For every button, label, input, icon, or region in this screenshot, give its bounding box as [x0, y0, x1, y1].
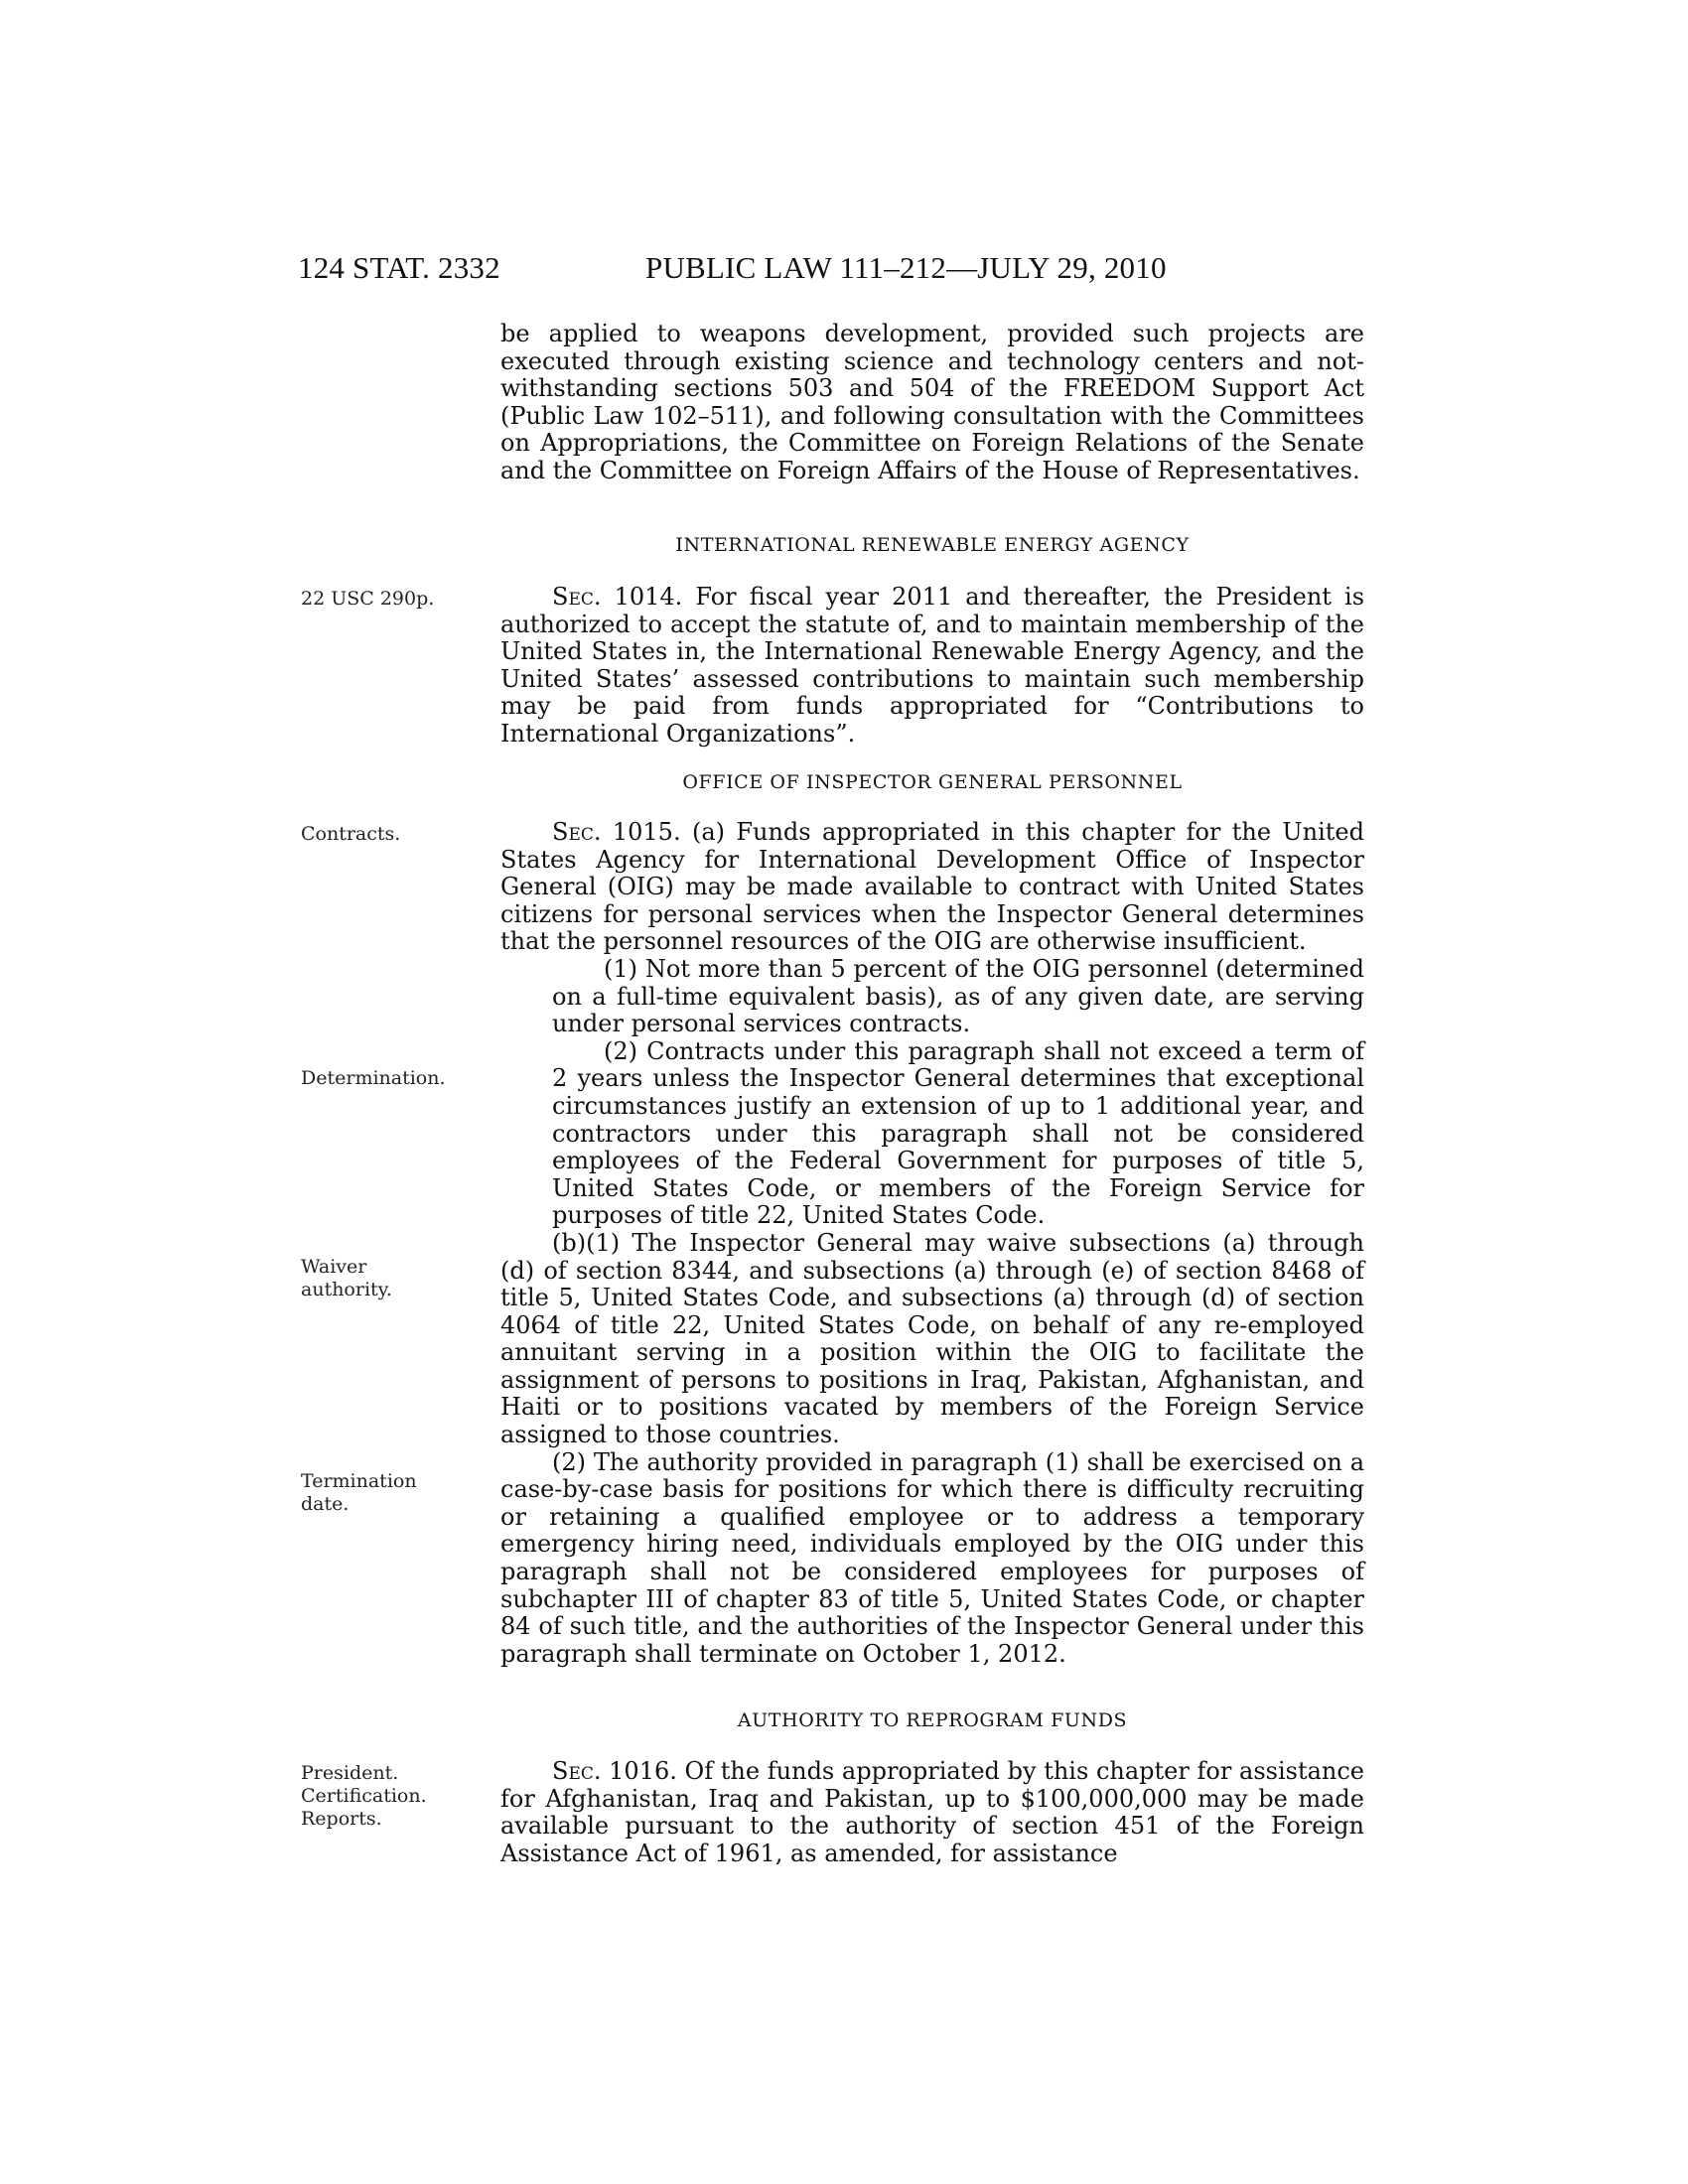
sec-1014-block: [500, 584, 1364, 749]
margin-note-determination: Determination.: [301, 1067, 446, 1089]
public-law-title: PUBLIC LAW 111–212—JULY 29, 2010: [645, 250, 1167, 285]
section-heading-renewable-energy: INTERNATIONAL RENEWABLE ENERGY AGENCY: [675, 534, 1190, 556]
note-reports: Reports.: [301, 1808, 382, 1830]
sec-label: Sec: [552, 818, 594, 846]
sec-1015-a1: (1) Not more than 5 percent of the OIG personnel (determined on a full-time equivalent basis), as of any given date, are serving under personal services contracts.: [552, 954, 1364, 1038]
sec-1015-b1: (b)(1) The Inspector General may waive subsections (a) through (d) of section 8344, and subsections (a) through (e) of section 8468 of title 5, United States Code, and subsections (a) through (d) of section 4064 of title 22, United States Code, on behalf of any re-employed annuitant serving in a position within the OIG to facilitate the assignment of persons to positions in Iraq, Pakistan, Afghanistan, and Haiti or to positions vacated by members of the Foreign Service assigned to those countries.: [500, 1228, 1364, 1449]
sec-number: . 1016.: [593, 1757, 677, 1785]
section-heading-oig-personnel: OFFICE OF INSPECTOR GENERAL PERSONNEL: [682, 771, 1183, 793]
sec-1015-a: [500, 819, 1364, 956]
sec-1016-text: Of the funds appropriated by this chapter for assistance for Afghanistan, Iraq and Pakistan, up to $100,000,000 may be made available pursuant to the authority of section 451 of the Foreign Assistance Act of 1961, as amended, for assistance: [500, 1757, 1364, 1867]
running-header: [298, 250, 1390, 290]
intro-paragraph: be applied to weapons development, provided such projects are executed through existing science and technology centers and notwithstanding sections 503 and 504 of the FREEDOM Support Act (Public Law 102–511), and following consultation with the Committees on Appropriations, the Committee on Foreign Relations of the Senate and the Committee on Foreign Affairs of the House of Representatives.: [500, 320, 1364, 484]
note-president: President.: [301, 1762, 399, 1784]
sec-1014-paragraph: [500, 584, 1364, 749]
margin-note-sec-1016: [301, 1762, 450, 1831]
termination-line-1: Termination: [301, 1470, 417, 1492]
sec-label: Sec: [552, 1757, 594, 1785]
sec-1016-paragraph: [500, 1758, 1364, 1867]
note-certification: Certification.: [301, 1785, 427, 1807]
margin-note-usc: 22 USC 290p.: [301, 588, 435, 610]
margin-note-termination-date: [301, 1470, 450, 1516]
margin-note-waiver-authority: Waiver authority.: [301, 1256, 392, 1300]
stat-page-number: 124 STAT. 2332: [298, 250, 500, 285]
intro-block: [500, 321, 1364, 485]
sec-1015-b2: (2) The authority provided in paragraph (1) shall be exercised on a case-by-case basis for positions for which there is difficulty recruiting or retaining a qualified employee or to address a temporary emergency hiring need, individuals employed by the OIG under this paragraph shall not be considered employees for purposes of subchapter III of chapter 83 of title 5, United States Code, or chapter 84 of such title, and the authorities of the Inspector General under this paragraph shall terminate on October 1, 2012.: [500, 1447, 1364, 1668]
sec-1015-a-text: (a) Funds appropriated in this chapter for the United States Agency for International Development Office of Inspector General (OIG) may be made available to contract with United States citizens for personal services when the Inspector General determines that the personnel resources of the OIG are otherwise insufficient.: [500, 818, 1364, 956]
termination-line-2: date.: [301, 1493, 350, 1515]
sec-1014-text: For fiscal year 2011 and thereafter, the President is authorized to accept the statute of, and to maintain membership of the United States in, the International Renewable Energy Agency, and the United States’ assessed contributions to maintain such membership may be paid from funds appropriated for “Contributions to International Organizations”.: [500, 583, 1365, 748]
sec-1016-block: [500, 1758, 1364, 1867]
sec-number: . 1015.: [593, 818, 681, 846]
sec-1015-block: [500, 819, 1364, 1668]
sec-label: Sec: [552, 583, 594, 611]
sec-number: . 1014.: [593, 583, 683, 611]
sec-1015-a2: (2) Contracts under this paragraph shall not exceed a term of 2 years unless the Inspector General determines that exceptional circumstances justify an extension of up to 1 additional year, and contractors under this paragraph shall not be considered employees of the Federal Government for purposes of title 5, United States Code, or members of the Foreign Service for purposes of title 22, United States Code.: [552, 1036, 1364, 1230]
margin-note-contracts: Contracts.: [301, 823, 401, 845]
section-heading-reprogram-funds: AUTHORITY TO REPROGRAM FUNDS: [737, 1709, 1128, 1731]
